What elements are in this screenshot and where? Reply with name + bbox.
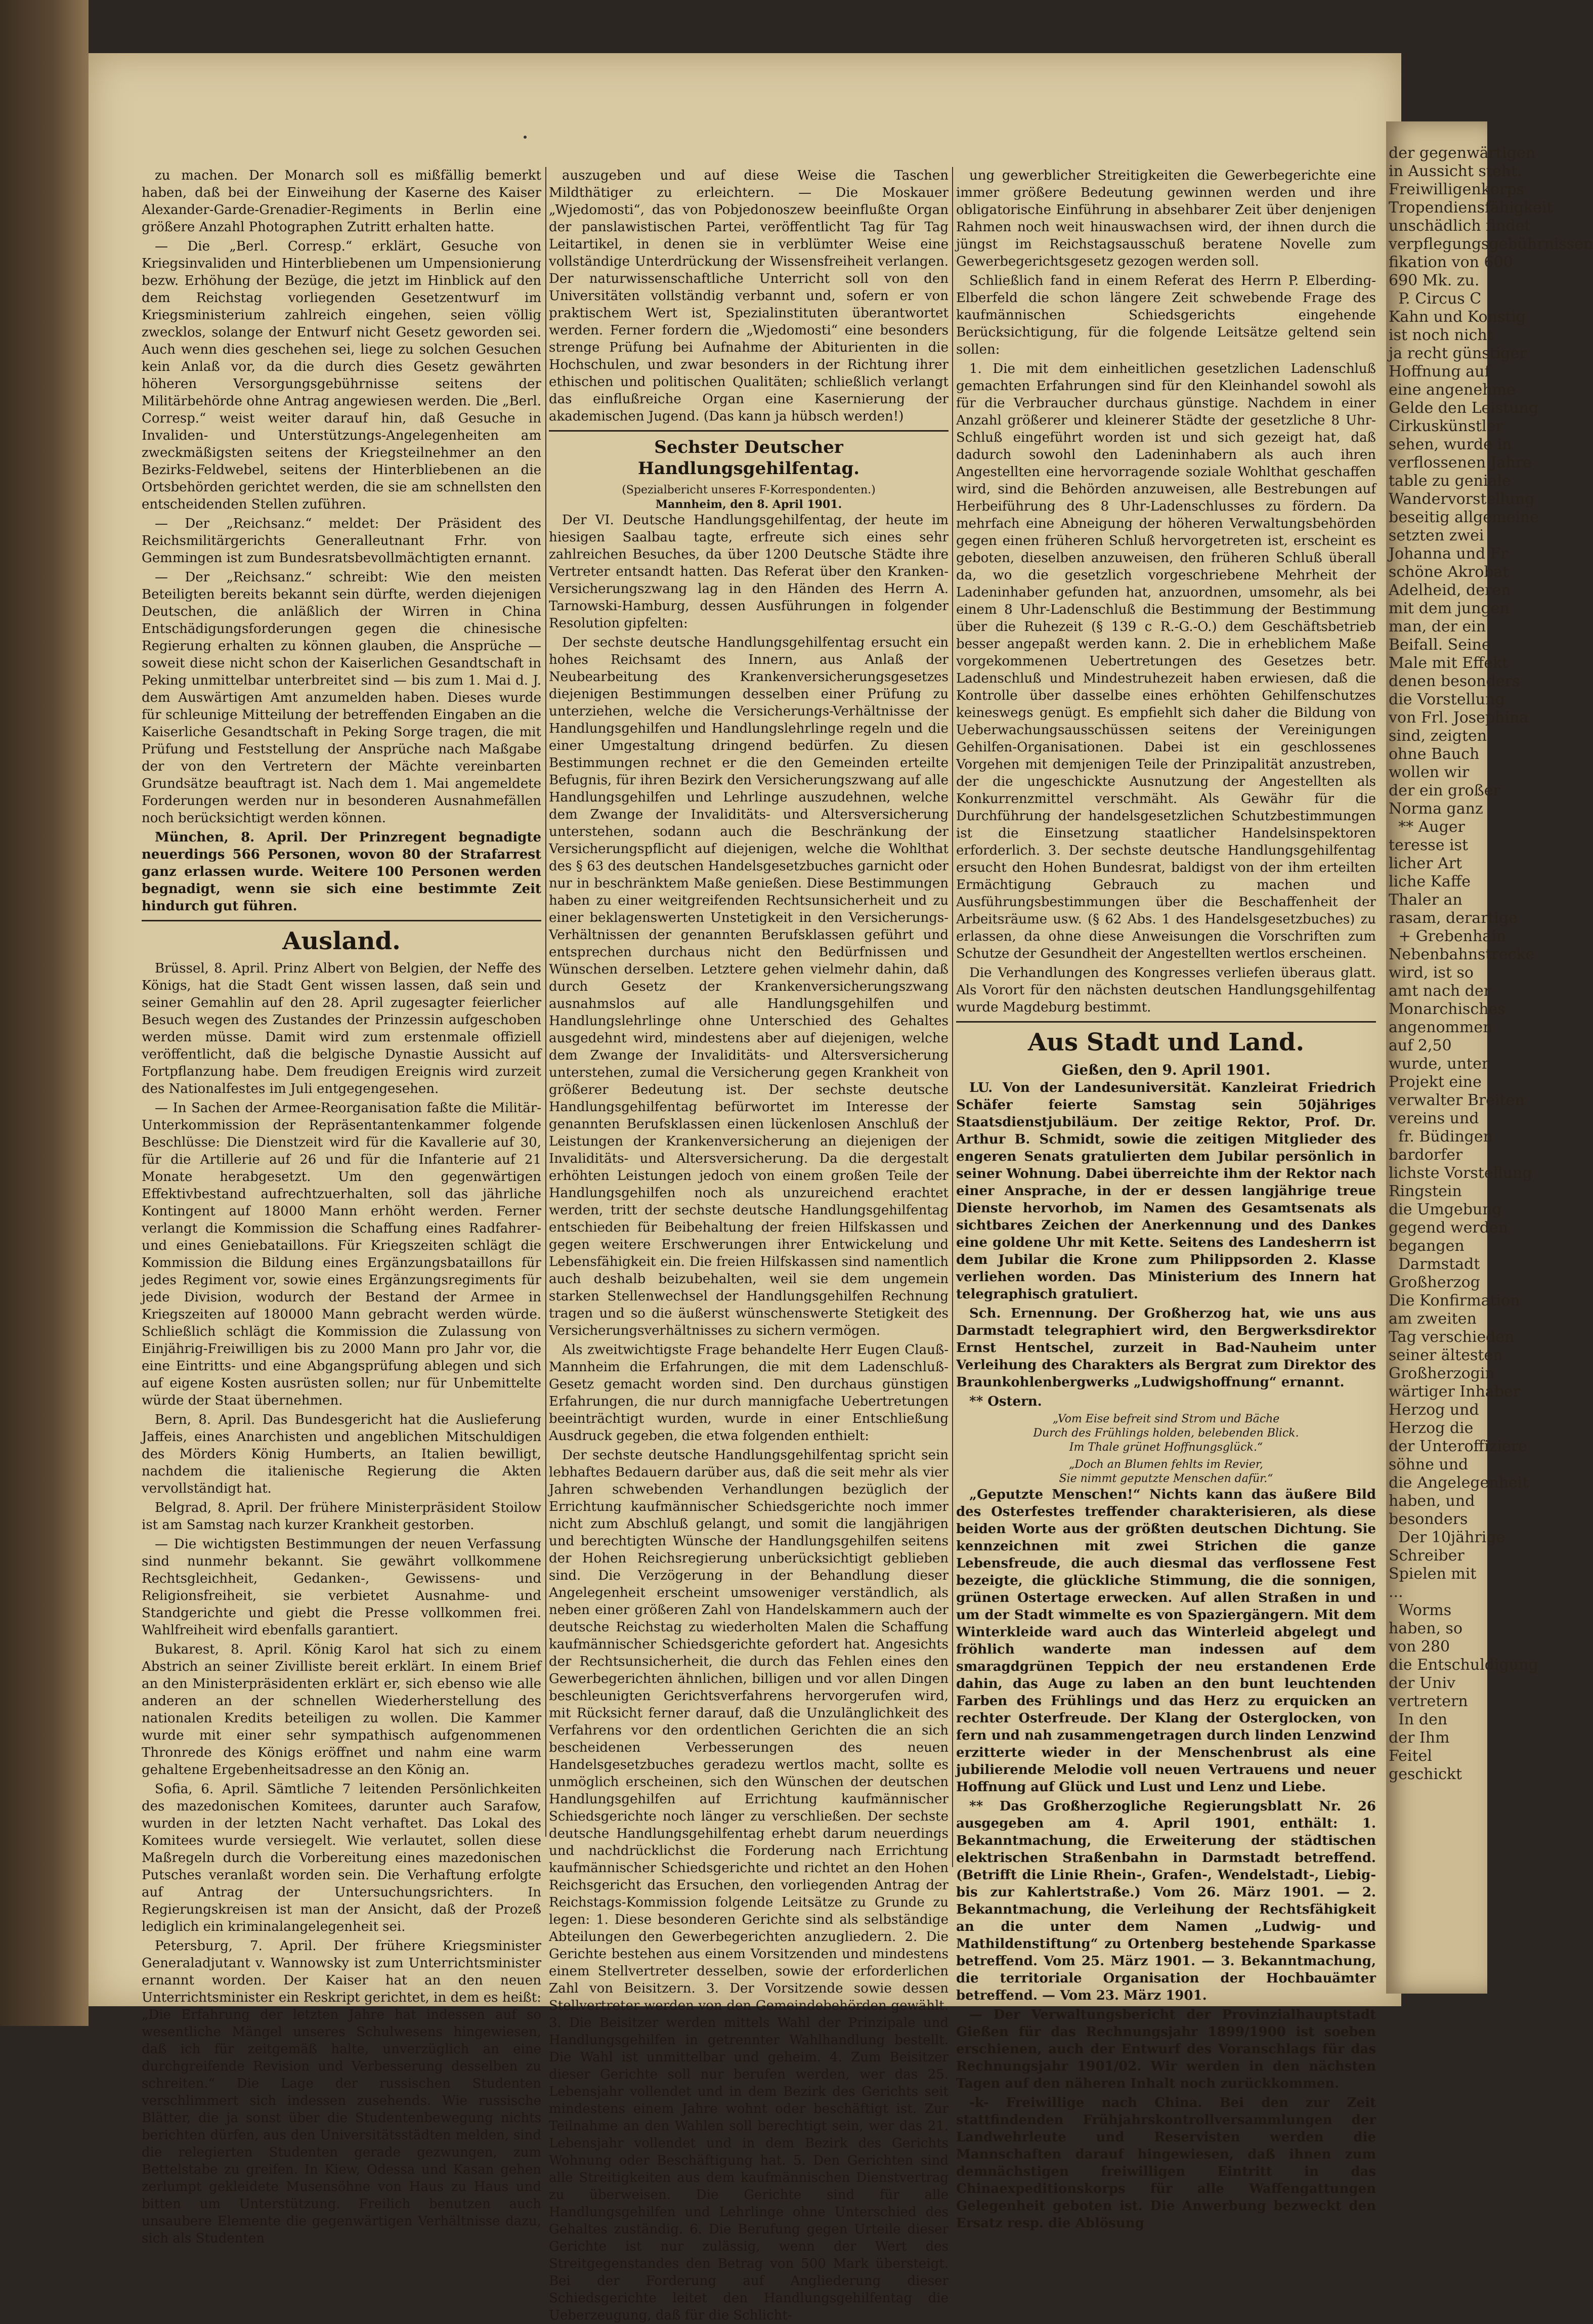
paragraph: Der sechste deutsche Handlungsgehilfentag spricht sein lebhaftes Bedauern darüber aus, daß die seit mehr als vier Jahren schwebenden Verhandlungen bezüglich der Errichtung kaufmännischer Schiedsgerichte noch immer nicht zum Abschluß gelangt, und somit die langjährigen und berechtigten Wünsche der Handlungsgehilfen seitens der Hohen Reichsregierung unberücksichtigt geblieben sind. Die Verzögerung in der Behandlung dieser Angelegenheit erscheint umsoweniger verständlich, als neben einer größeren Zahl von Handelskammern auch der deutsche Reichstag zu wiederholten Malen die Schaffung kaufmännischer Schiedsgerichte gefordert hat. Angesichts der Rechtsunsicherheit, die durch das Fehlen eines den Gewerbegerichten ähnlichen, billigen und vor allen Dingen beschleunigten Gerichtsverfahrens hervorgerufen wird, mit Rücksicht ferner darauf, daß die Unzulänglichkeit des Verfahrens vor den ordentlichen Gerichten die an sich bescheidenen Verbesserungen des neuen Handelsgesetzbuches geradezu wertlos macht, sollte es unmöglich erscheinen, sich den Wünschen der deutschen Handlungsgehilfen auf Errichtung kaufmännischer Schiedsgerichte noch länger zu verschließen. Der sechste deutsche Handlungsgehilfentag erhebt darum neuerdings und nachdrücklichst die Forderung nach Errichtung kaufmännischer Schiedsgerichte und richtet an den Hohen Reichsgericht das Ersuchen, den vorliegenden Antrag der Reichstags-Kommission folgende Leitsätze zu Grunde zu legen: 1. Diese besonderen Gerichte sind als selbständige Abteilungen den Gewerbegerichten anzugliedern. 2. Die Gerichte bestehen aus einem Vorsitzenden und mindestens einem Stellvertreter desselben, sowie der erforderlichen Zahl von Beisitzern. 3. Der Vorsitzende sowie dessen Stellvertreter werden von den Gemeindebehörden gewählt. 3. Die Beisitzer werden mittels Wahl der Prinzipale und Handlungsgehilfen in getrennter Wahlhandlung bestellt. Die Wahl ist unmittelbar und geheim. 4. Zum Beisitzer dieser Gerichte soll nur berufen werden, wer das 25. Lebensjahr vollendet und in dem Bezirk des Gerichts seit mindestens einem Jahre wohnt oder beschäftigt ist. Zur Teilnahme an den Wahlen soll berechtigt sein, wer das 21. Lebensjahr vollendet und in dem Bezirk des Gerichts Wohnung oder Beschäftigung hat. 5. Den Gerichten sind alle Streitigkeiten aus dem kaufmännischen Dienstvertrag zu überweisen. Die Gerichte sind für alle Handlungsgehilfen und Lehrlinge ohne Unterschied des Gehaltes zuständig. 6. Die Berufung gegen Urteile dieser Gerichte ist nur zulässig, wenn der Wert des Streitgegenstandes den Betrag von 500 Mark übersteigt. Bei der Forderung auf Angliederung dieser Schiedsgerichte leitet den Handlungsgehilfentag die Ueberzeugung, daß für die Schlicht- <box>549 1448 949 2323</box>
paragraph: ** Ostern. <box>969 1394 1042 1409</box>
book-gutter <box>0 0 89 2026</box>
paragraph: — Die „Berl. Corresp.“ erklärt, Gesuche von Kriegsinvaliden und Hinterbliebenen um Umpensionierung bezw. Erhöhung der Bezüge, die jetzt im Hinblick auf den dem Reichstag vorliegenden Gesetzentwurf im Kriegsministerium zahlreich eingehen, seien völlig zwecklos, solange der Entwurf nicht Gesetz geworden sei. Auch wenn dies geschehen sei, liege zu solchen Gesuchen kein Anlaß vor, da die durch dies Gesetz gewährten höheren Versorgungsgebührnisse seitens der Militärbehörde ohne Antrag angewiesen werden. Die „Berl. Corresp.“ weist weiter darauf hin, daß Gesuche in Invaliden- und Unterstützungs-Angelegenheiten am zweckmäßigsten seitens der Kriegsteilnehmer an den Bezirks-Feldwebel, seitens der Hinterbliebenen an die Ortsbehörden gerichtet werden, die sie am schnellsten den entscheidenden Stellen zuführen. <box>142 239 541 512</box>
paragraph: Sch. Ernennung. Der Großherzog hat, wie uns aus Darmstadt telegraphiert wird, den Bergwerksdirektor Ernst Hentschel, zurzeit in Bad-Nauheim unter Verleihung des Charakters als Bergrat zum Direktor des Braunkohlenbergwerks „Ludwigshoffnung“ ernannt. <box>956 1306 1376 1390</box>
paragraph: Brüssel, 8. April. Prinz Albert von Belgien, der Neffe des Königs, hat die Stadt Gent wissen lassen, daß sein und seiner Gemahlin auf den 28. April zugesagter feierlicher Besuch wegen des Zustandes der Prinzessin aufgeschoben werden müsse. Damit wird zum erstenmale offiziell veröffentlicht, daß die belgische Dynastie Aussicht auf Fortpflanzung habe. Dem freudigen Ereignis wird zurzeit des Nationalfestes im Juli entgegengesehen. <box>142 961 541 1096</box>
paragraph: Schließlich fand in einem Referat des Herrn P. Elberding-Elberfeld die schon längere Zeit schwebende Frage des kaufmännischen Schiedsgerichts eingehende Berücksichtigung, für die folgende Leitsätze geltend sein sollen: <box>956 273 1376 357</box>
paragraph: Der sechste deutsche Handlungsgehilfentag ersucht ein hohes Reichsamt des Innern, aus Anlaß der Neubearbeitung des Krankenversicherungsgesetzes diejenigen Bestimmungen desselben einer Prüfung zu unterziehen, welche die Versicherungs-Verhältnisse der Handlungsgehilfen und Handlungslehrlinge regeln und die einer Umgestaltung dringend bedürfen. Zu diesen Bestimmungen rechnet er die den Gemeinden erteilte Befugnis, für ihren Bezirk den Versicherungszwang auf alle Handlungsgehilfen und Lehrlinge auszudehnen, welche dem Zwange der Invaliditäts- und Altersversicherung unterstehen, sodann auch die Beschränkung der Versicherungspflicht auf diejenigen, welche die Wohlthat des § 63 des deutschen Handelsgesetzbuches garnicht oder nur in beschränktem Maße genießen. Diese Bestimmungen haben zu einer weitgreifenden Rechtsunsicherheit und zu einer beklagenswerten Unstetigkeit in den Versicherungs-Verhältnissen der genannten Berufsklassen geführt und entsprechen durchaus nicht den Bedürfnissen und Wünschen derselben. Letztere gehen vielmehr dahin, daß durch Gesetz der Krankenversicherungszwang ausnahmslos auf alle Handlungsgehilfen und Handlungslehrlinge ohne Unterschied des Gehaltes ausgedehnt wird, mindestens aber auf diejenigen, welche dem Zwange der Invaliditäts- und Altersversicherung unterstehen, zumal die Versicherung gegen Krankheit von größerer Bedeutung ist. Der sechste deutsche Handlungsgehilfentag befürwortet im Interesse der genannten Berufsklassen einen lückenlosen Anschluß der Leistungen der Krankenversicherung an diejenigen der Invaliditäts- und Altersversicherung. Da die dergestalt erhöhten Leistungen jedoch von einem großen Teile der Handlungsgehilfen noch als unzureichend erachtet werden, tritt der sechste deutsche Handlungsgehilfentag entschieden für Beibehaltung der freien Hilfskassen und gegen weitere Erschwerungen ihrer Entwickelung und Lebensfähigkeit ein. Die freien Hilfskassen sind namentlich auch deshalb beizubehalten, weil sie dem ungemein starken Stellenwechsel der Handlungsgehilfen Rechnung tragen und so die äußerst wünschenswerte Stetigkeit des Versicherungsverhältnisses zu sichern vermögen. <box>549 635 949 1338</box>
paragraph: — Der „Reichsanz.“ schreibt: Wie den meisten Beteiligten bereits bekannt sein dürfte, werden diejenigen Deutschen, die anläßlich der Wirren in China Entschädigungsforderungen gegen die chinesische Regierung erhalten zu können glauben, die Ansprüche — soweit diese nicht schon der Kaiserlichen Gesandtschaft in Peking unmittelbar unterbreitet sind — bis zum 1. Mai d. J. dem Auswärtigen Amt anzumelden haben. Dieses wurde für schleunige Mitteilung der betreffenden Eingaben an die Kaiserliche Gesandtschaft in Peking Sorge tragen, die mit Prüfung und Feststellung der Ansprüche nach Maßgabe der von den Vertretern der Mächte vereinbarten Grundsätze beauftragt ist. Nach dem 1. Mai angemeldete Forderungen werden nur in besonderen Ausnahmefällen noch berücksichtigt werden können. <box>142 570 541 826</box>
dateline: Gießen, den 9. April 1901. <box>1061 1062 1271 1078</box>
paragraph: Als zweitwichtigste Frage behandelte Herr Eugen Clauß-Mannheim die Erfahrungen, die mit dem Ladenschluß-Gesetz gemacht worden sind. Den durchaus günstigen Erfahrungen, die nur durch mannigfache Uebertretungen beeinträchtigt wurden, wurde in einer Entschließung Ausdruck gegeben, die etwa folgenden enthielt: <box>549 1342 949 1444</box>
paragraph: auszugeben und auf diese Weise die Taschen Mildthätiger zu erleichtern. — Die Moskauer „Wjedomosti“, das von Pobjedonoszew beeinflußte Organ der panslawistischen Partei, veröffentlicht Tag für Tag Leitartikel, in denen sie in verblümter Weise eine vollständige Unterdrückung der Wissensfreiheit verlangen. Der naturwissenschaftliche Unterricht soll von den Universitäten vollständig verbannt und, sofern er von praktischem Wert ist, Spezialinstituten überantwortet werden. Ferner fordern die „Wjedomosti“ eine besonders strenge Prüfung bei Aufnahme der Abiturienten in die Hochschulen, und zwar besonders in der Richtung ihrer ethischen und politischen Qualitäten; schließlich verlangt das einflußreiche Organ eine Kasernierung der akademischen Jugend. (Das kann ja hübsch werden!) <box>549 168 949 424</box>
column-1 <box>142 167 541 2246</box>
paragraph: ** Das Großherzogliche Regierungsblatt Nr. 26 ausgegeben am 4. April 1901, enthält: 1. Bekanntmachung, die Erweiterung der städtischen elektrischen Straßenbahn in Darmstadt betreffend. (Betrifft die Linie Rhein-, Grafen-, Wendelstadt-, Liebig- bis zur Kahlertstraße.) Vom 26. März 1901. — 2. Bekanntmachung, die Verleihung der Rechtsfähigkeit an die unter dem Namen „Ludwig- und Mathildenstiftung“ zu Ortenberg bestehende Sparkasse betreffend. Vom 25. März 1901. — 3. Bekanntmachung, die territoriale Organisation der Hochbauämter betreffend. — Vom 23. März 1901. <box>956 1799 1376 2003</box>
paragraph: ung gewerblicher Streitigkeiten die Gewerbegerichte eine immer größere Bedeutung gewinnen werden und ihre obligatorische Einführung in absehbarer Zeit über denjenigen Rahmen noch weit hinauswachsen wird, der ihnen durch die jüngst im Reichstagsausschuß beratene Novelle zum Gewerbegerichtsgesetz gezogen werden soll. <box>956 168 1376 269</box>
subheading: (Spezialbericht unseres F-Korrespondenten.) <box>622 484 876 496</box>
section-heading-ausland: Ausland. <box>282 927 401 955</box>
paragraph: LU. Von der Landesuniversität. Kanzleirat Friedrich Schäfer feierte Samstag sein 50jähriges Staatsdienstjubiläum. Der zeitige Rektor, Prof. Dr. Arthur B. Schmidt, sowie die zeitigen Mitglieder des engeren Senats gratulierten dem Jubilar persönlich in seiner Wohnung. Dabei überreichte ihm der Rektor nach einer Ansprache, in der er dessen langjährige treue Dienste hervorhob, im Namen des Gesamtsenats als sichtbares Zeichen der Anerkennung und des Dankes eine goldene Uhr mit Kette. Seitens des Landesherrn ist dem Jubilar die Krone zum Philippsorden 2. Klasse verliehen worden. Das Ministerium des Innern hat telegraphisch gratuliert. <box>956 1080 1376 1302</box>
paragraph: Die Verhandlungen des Kongresses verliefen überaus glatt. Als Vorort für den nächsten deutschen Handlungsgehilfentag wurde Magdeburg bestimmt. <box>956 965 1376 1015</box>
section-rule <box>142 920 541 921</box>
paragraph: Bern, 8. April. Das Bundesgericht hat die Auslieferung Jaffeis, eines Anarchisten und angeblichen Mitschuldigen des Mörders König Humberts, an Italien bewilligt, nachdem die italienische Regierung die Akten vervollständigt hat. <box>142 1412 541 1496</box>
paragraph: -k- Freiwillige nach China. Bei den zur Zeit stattfindenden Frühjahrskontrollversammlungen der Landwehrleute und Reservisten werden die Mannschaften darauf hingewiesen, daß ihnen zum demnächstigen freiwilligen Eintritt in das Chinaexpeditionskorps für alle Waffengattungen Gelegenheit geboten ist. Die Anwerbung bezweckt den Ersatz resp. die Ablösung <box>956 2095 1376 2231</box>
column-rule-2 <box>952 167 953 1867</box>
poem-quote: „Doch an Blumen fehlts im Revier, Sie nimmt geputzte Menschen dafür.“ <box>1059 1458 1273 1485</box>
section-rule <box>956 1021 1376 1023</box>
paragraph: Petersburg, 7. April. Der frühere Kriegsminister Generaladjutant v. Wannowsky ist zum Unterrichtsminister ernannt worden. Der Kaiser hat an den neuen Unterrichtsminister ein Reskript gerichtet, in dem es heißt: „Die Erfahrung der letzten Jahre hat indessen auf so wesentliche Mängel unseres Schulwesens hingewiesen, daß ich für zeitgemäß halte, unverzüglich an eine durchgreifende Revision und Verbesserung desselben zu schreiten.“ Die Lage der russischen Studenten verschlimmert sich indessen zusehends. Wie russische Blätter, die ja sonst über die Studentenbewegung nichts berichten dürfen, aus den Universitätsstädten melden, sind die relegierten Studenten gerade gezwungen, zum Bettelstabe zu greifen. In Kiew, Odessa und Kasan gehen zerlumpt gekleidete Musensöhne von Haus zu Haus und bitten um Unterstützung. Freilich benutzen auch unsaubere Elemente die gegenwärtigen Verhältnisse dazu, sich als Studenten <box>142 1938 541 2246</box>
poem-quote: „Vom Eise befreit sind Strom und Bäche Durch des Frühlings holden, belebenden Blick. Im Thale grünet Hoffnungsglück.“ <box>1033 1413 1299 1454</box>
adjacent-page-text: der gegenwärtigen in Aussicht steht. Freiwilligenkorps Tropendiensfähigkeit unschädlich findet verpflegungsgebührnissen fikation von 600 690 Mk. zu. P. Circus C Kahn und Konstig ist noch nicht ja recht günstiger Hoffnung auf eine angenehme Gelde den Leistung Cirkuskünstler sehen, wurde in verflossenen Jahre table zu geniale Wandervorstellung beseitig allgemeine setzten zwei Johanna und Fr schöne Akrobat Adelheid, deren mit dem jungen man, der ein Beifall. Seine Male mit denen besonders die Vorstellung von Frl. Josephina sind, zeigten ohne Bauch wollen wir der ein großer Norma ganz ** Auger teresse ist licher Art liche Kaffe Thaler an rasam, derartige + Grebenhain Nebenbahnstrecke wird, ist so amt nach der Monarchisches angenommen auf 2,50 wurde, unter Projekt eine verwalter Breiten vereins und fr. Büdingen bardorfer lichste Vorstellung Ringstein die Umgebung gegend werden begangen Darmstadt Großherzog Die Konfirmation am zweiten Tag verschieden seiner ältesten Großherzogin wärtiger Inhaber Herzog und Herzog die der Unteroffiziere söhne und die Angelegenheit haben, und besonders Der 10jährige Schreiber Spielen mit ... Worms haben, so von 280 die Entschuldigung der Univ vertretern In den der Ihm Feitel geschickt <box>1389 144 1593 1783</box>
paragraph: Bukarest, 8. April. König Karol hat sich zu einem Abstrich an seiner Zivilliste bereit erklärt. In einem Brief an den Ministerpräsidenten erklärt er, sich ebenso wie alle anderen an der schnellen Wiederherstellung des nationalen Kredits beteiligen zu wollen. Die Kammer wurde mit einer sehr sympathisch aufgenommenen Thronrede des Königs eröffnet und nahm eine warm gehaltene Ergebenheitsadresse an den König an. <box>142 1642 541 1778</box>
paragraph: „Geputzte Menschen!“ Nichts kann das äußere Bild des Osterfestes treffender charakterisieren, als diese beiden Worte aus der größten deutschen Dichtung. Sie kennzeichnen mit zwei Strichen die ganze Lebensfreude, die auch diesmal das verflossene Fest bezeigte, die glückliche Stimmung, die die sonnigen, grünen Ostertage erwecken. Auf allen Straßen in und um der Stadt wimmelte es von Spaziergängern. Mit dem Winterkleide ward auch das Winterleid abgelegt und fröhlich wanderte man indessen auf dem smaragdgrünen Teppich der neu erstandenen Erde dahin, das Auge zu laben an den bunt leuchtenden Farben des Frühlings und das Herz zu erquicken an rechter Osterfreude. Der Klang der Osterglocken, von fern und nah zusammengetragen durch linden Lenzwind erzitterte wieder in der Menschenbrust als eine jubilierende Melodie voll neuen Vertrauens und neuer Hoffnung auf Glück und Lust und Lenz und Liebe. <box>956 1487 1376 1795</box>
paragraph: Der VI. Deutsche Handlungsgehilfentag, der heute im hiesigen Saalbau tagte, erfreute sich eines sehr zahlreichen Besuches, da über 1200 Deutsche Städte ihre Vertreter entsandt hatten. Das Referat über den Kranken-Versicherungszwang lag in den Händen des Herrn A. Tarnowski-Hamburg, dessen Ausführungen in folgender Resolution gipfelten: <box>549 513 949 631</box>
section-heading-handlungsgehilfentag: Sechster Deutscher Handlungsgehilfentag. <box>637 437 860 479</box>
column-3 <box>956 167 1376 2231</box>
section-rule <box>549 430 949 432</box>
section-heading-stadt-und-land: Aus Stadt und Land. <box>1027 1028 1305 1057</box>
paragraph: München, 8. April. Der Prinzregent begnadigte neuerdings 566 Personen, wovon 80 der Strafarrest ganz erlassen wurde. Weitere 100 Personen werden begnadigt, wenn sie sich eine bestimmte Zeit hindurch gut führen. <box>142 830 541 914</box>
page-speck <box>524 136 527 139</box>
column-2 <box>549 167 949 2323</box>
paragraph: — Der Verwaltungsbericht der Provinzialhauptstadt Gießen für das Rechnungsjahr 1899/1900 ist soeben erschienen, auch der Entwurf des Voranschlags für das Rechnungsjahr 1901/02. Wir werden in den nächsten Tagen auf den näheren Inhalt noch zurückkommen. <box>956 2007 1376 2091</box>
paragraph: Belgrad, 8. April. Der frühere Ministerpräsident Stoilow ist am Samstag nach kurzer Krankheit gestorben. <box>142 1500 541 1533</box>
paragraph: Sofia, 6. April. Sämtliche 7 leitenden Persönlichkeiten des mazedonischen Komitees, darunter auch Sarafow, wurden in der letzten Nacht verhaftet. Das Lokal des Komitees wurde versiegelt. Wie verlautet, sollen diese Maßregeln durch die Vorbereitung eines mazedonischen Putsches veranlaßt worden sein. Die Verhaftung erfolgte auf Antrag der Untersuchungsrichters. In Regierungskreisen ist man der Ansicht, daß der Prozeß lediglich ein kriminalangelegenheit sei. <box>142 1782 541 1934</box>
paragraph: 1. Die mit dem einheitlichen gesetzlichen Ladenschluß gemachten Erfahrungen sind für den Kleinhandel sowohl als für die Verbraucher durchaus günstige. Nachdem in einer Anzahl größerer und kleinerer Städte der gesetzliche 8 Uhr-Schluß eingeführt worden ist und sich gezeigt hat, daß dadurch sowohl den Ladeninhabern als auch ihren Angestellten eine hervorragende soziale Wohlthat geschaffen wird, sind die Behörden anzuweisen, alle Bestrebungen auf Herbeiführung des 8 Uhr-Ladenschlusses zu fördern. Da mehrfach eine Abneigung der höheren Verwaltungsbehörden gegen einen früheren Schluß hervorgetreten ist, erscheint es geboten, dieselben anzuweisen, den früheren Schluß überall da, wo die gesetzlich vorgeschriebene Mehrheit der Ladeninhaber gefunden hat, anzuordnen, umsomehr, als bei einem 8 Uhr-Ladenschluß die Bestimmung der Bestimmung über die Ruhezeit (§ 139 c R.-G.-O.) dem Geschäftsbetrieb besser angepaßt werden kann. 2. Die in erheblichem Maße vorgekommenen Uebertretungen des Gesetzes betr. Ladenschluß und Mindestruhezeit haben erwiesen, daß die Kontrolle über dasselbe eines erhöhten Gehilfenschutzes keineswegs genügt. Es empfiehlt sich daher die Bildung von Ueberwachungsausschüssen seitens der Vereinigungen Gehilfen-Organisationen. Dabei ist ein geschlossenes Vorgehen mit demjenigen Teile der Prinzipalität anzustreben, der die ungeschickte Ausnutzung der Angestellten als Konkurrenzmittel verschmäht. Als Gewähr für die Durchführung der handelsgesetzlichen Schutzbestimmungen ist die Einsetzung staatlicher Handelsinspektoren erforderlich. 3. Der sechste deutsche Handlungsgehilfentag ersucht den Hohen Bundesrat, baldigst von der ihm erteilten Ermächtigung Gebrauch zu machen und Ausführungsbestimmungen über die Beschaffenheit der Arbeitsräume usw. (§ 62 Abs. 1 des Handelsgesetzbuches) zu erlassen, da ohne diese Anweisungen die Vorschriften zum Schutze der Gesundheit der Angestellten wertlos erscheinen. <box>956 361 1376 961</box>
paragraph: zu machen. Der Monarch soll es mißfällig bemerkt haben, daß bei der Einweihung der Kaserne des Kaiser Alexander-Garde-Grenadier-Regiments in Berlin eine größere Anzahl Photographen Zutritt erhalten hatte. <box>142 168 541 235</box>
column-rule-1 <box>545 167 546 1837</box>
paragraph: — Die wichtigsten Bestimmungen der neuen Verfassung sind nunmehr bekannt. Sie gewährt vollkommene Rechtsgleichheit, Gedanken-, Gewissens- und Religionsfreiheit, sie verbietet Ausnahme- und Standgerichte und giebt die Presse vollkommen frei. Wahlfreiheit wird ebenfalls garantiert. <box>142 1537 541 1638</box>
paragraph: — Der „Reichsanz.“ meldet: Der Präsident des Reichsmilitärgerichts Generalleutnant Frhr. von Gemmingen ist zum Bundesratsbevollmächtigten ernannt. <box>142 516 541 566</box>
paragraph: — In Sachen der Armee-Reorganisation faßte die Militär-Unterkommission der Repräsentantenkammer folgende Beschlüsse: Die Dienstzeit wird für die Kavallerie auf 30, für die Artillerie auf 26 und für die Infanterie auf 21 Monate herabgesetzt. Um den gegenwärtigen Effektivbestand aufrechtzuerhalten, soll das jährliche Kontingent auf 18000 Mann erhöht werden. Ferner verlangt die Kommission die Schaffung eines Radfahrer- und eines Geniebataillons. Für Kriegszeiten schlägt die Kommission die Bildung eines Ergänzungsbataillons für jedes Regiment vor, sowie eines Ergänzungsregiments für jede Division, wodurch der Bestand der Armee in Kriegszeiten auf 180000 Mann gebracht werden würde. Schließlich schlägt die Kommission die Zulassung von Einjährig-Freiwilligen bis zu 2000 Mann pro Jahr vor, die eine Eintritts- und eine Abgangsprüfung ablegen und sich auf eigene Kosten ausrüsten sollen; nur für Unbemittelte würde der Staat übernehmen. <box>142 1101 541 1408</box>
dateline: Mannheim, den 8. April 1901. <box>655 498 842 511</box>
